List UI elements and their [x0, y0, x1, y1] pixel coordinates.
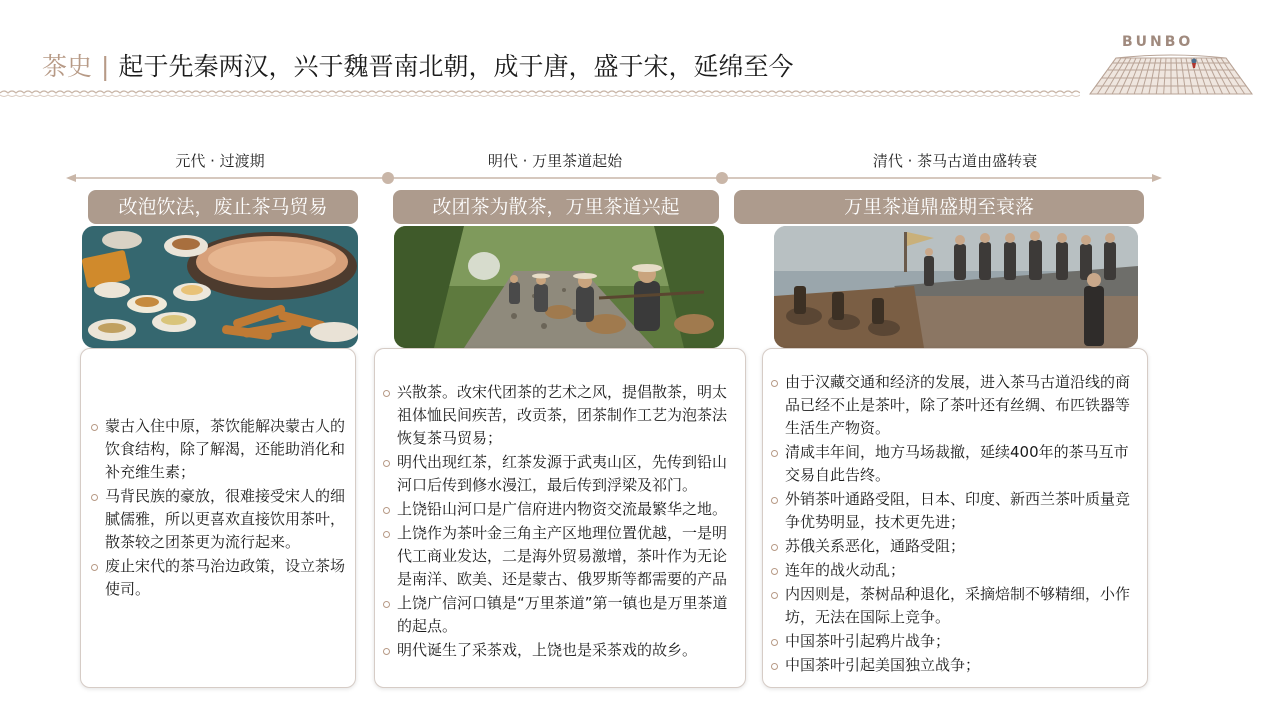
era-label-qing: 清代 · 茶马古道由盛转衰: [872, 152, 1038, 170]
list-item: 明代诞生了采茶戏，上饶也是采茶戏的故乡。: [383, 639, 739, 662]
headline-pill-ming: 改团茶为散茶，万里茶道兴起: [393, 190, 719, 224]
headline-pill-qing: 万里茶道鼎盛期至衰落: [734, 190, 1144, 224]
list-item: 中国茶叶引起鸦片战争；: [771, 630, 1141, 653]
photo-yuan-tea-food: [82, 226, 358, 348]
list-item: 上饶铅山河口是广信府进内物资交流最繁华之地。: [383, 498, 739, 521]
list-qing: [771, 371, 1141, 677]
list-item: 中国茶叶引起美国独立战争；: [771, 654, 1141, 677]
title-prefix: 茶史: [42, 52, 93, 81]
decorative-wave-divider: [0, 88, 1080, 98]
list-item: 由于汉藏交通和经济的发展，进入茶马古道沿线的商品已经不止是茶叶，除了茶叶还有丝绸、布匹铁器等生活生产物资。: [771, 371, 1141, 440]
title-separator: |: [101, 52, 110, 81]
list-item: 内因则是，茶树品种退化，采摘焙制不够精细，小作坊，无法在国际上竞争。: [771, 583, 1141, 629]
title-main: 起于先秦两汉，兴于魏晋南北朝，成于唐，盛于宋，延绵至今: [118, 52, 794, 81]
headline-pill-yuan: 改泡饮法，废止茶马贸易: [88, 190, 358, 224]
list-item: 苏俄关系恶化，通路受阻；: [771, 535, 1141, 558]
timeline-node: [382, 172, 394, 184]
list-item: 上饶广信河口镇是“万里茶道”第一镇也是万里茶道的起点。: [383, 592, 739, 638]
era-label-ming: 明代 · 万里茶道起始: [487, 152, 623, 170]
photo-qing-tea-market: [774, 226, 1138, 348]
card-qing: [762, 348, 1148, 688]
page-title: [42, 50, 793, 84]
list-item: 兴散茶。改宋代团茶的艺术之风，提倡散茶，明太祖体恤民间疾苦，改贡茶，团茶制作工艺为泡茶法恢复茶马贸易；: [383, 381, 739, 450]
list-item: 外销茶叶通路受阻，日本、印度、新西兰茶叶质量竞争优势明显，技术更先进；: [771, 488, 1141, 534]
timeline-node: [716, 172, 728, 184]
list-item: 连年的战火动乱；: [771, 559, 1141, 582]
list-item: 清咸丰年间，地方马场裁撤，延续400年的茶马互市交易自此告终。: [771, 441, 1141, 487]
list-item: 废止宋代的茶马治边政策，设立茶场使司。: [91, 555, 349, 601]
list-yuan: [91, 415, 349, 601]
card-yuan: [80, 348, 356, 688]
list-item: 上饶作为茶叶金三角主产区地理位置优越，一是明代工商业发达，二是海外贸易激增，茶叶作为无论是南洋、欧美、还是蒙古、俄罗斯等都需要的产品: [383, 522, 739, 591]
list-ming: [383, 381, 739, 662]
era-label-yuan: 元代 · 过渡期: [175, 152, 265, 170]
logo-text: BUNBO: [1122, 34, 1194, 50]
list-item: 明代出现红茶，红茶发源于武夷山区，先传到铅山河口后传到修水漫江，最后传到浮梁及祁门。: [383, 451, 739, 497]
list-item: 马背民族的豪放，很难接受宋人的细腻儒雅，所以更喜欢直接饮用茶叶，散茶较之团茶更为流行起来。: [91, 485, 349, 554]
list-item: 蒙古入住中原，茶饮能解决蒙古人的饮食结构，除了解渴，还能助消化和补充维生素；: [91, 415, 349, 484]
photo-ming-tea-porters: [394, 226, 724, 348]
card-ming: [374, 348, 746, 688]
